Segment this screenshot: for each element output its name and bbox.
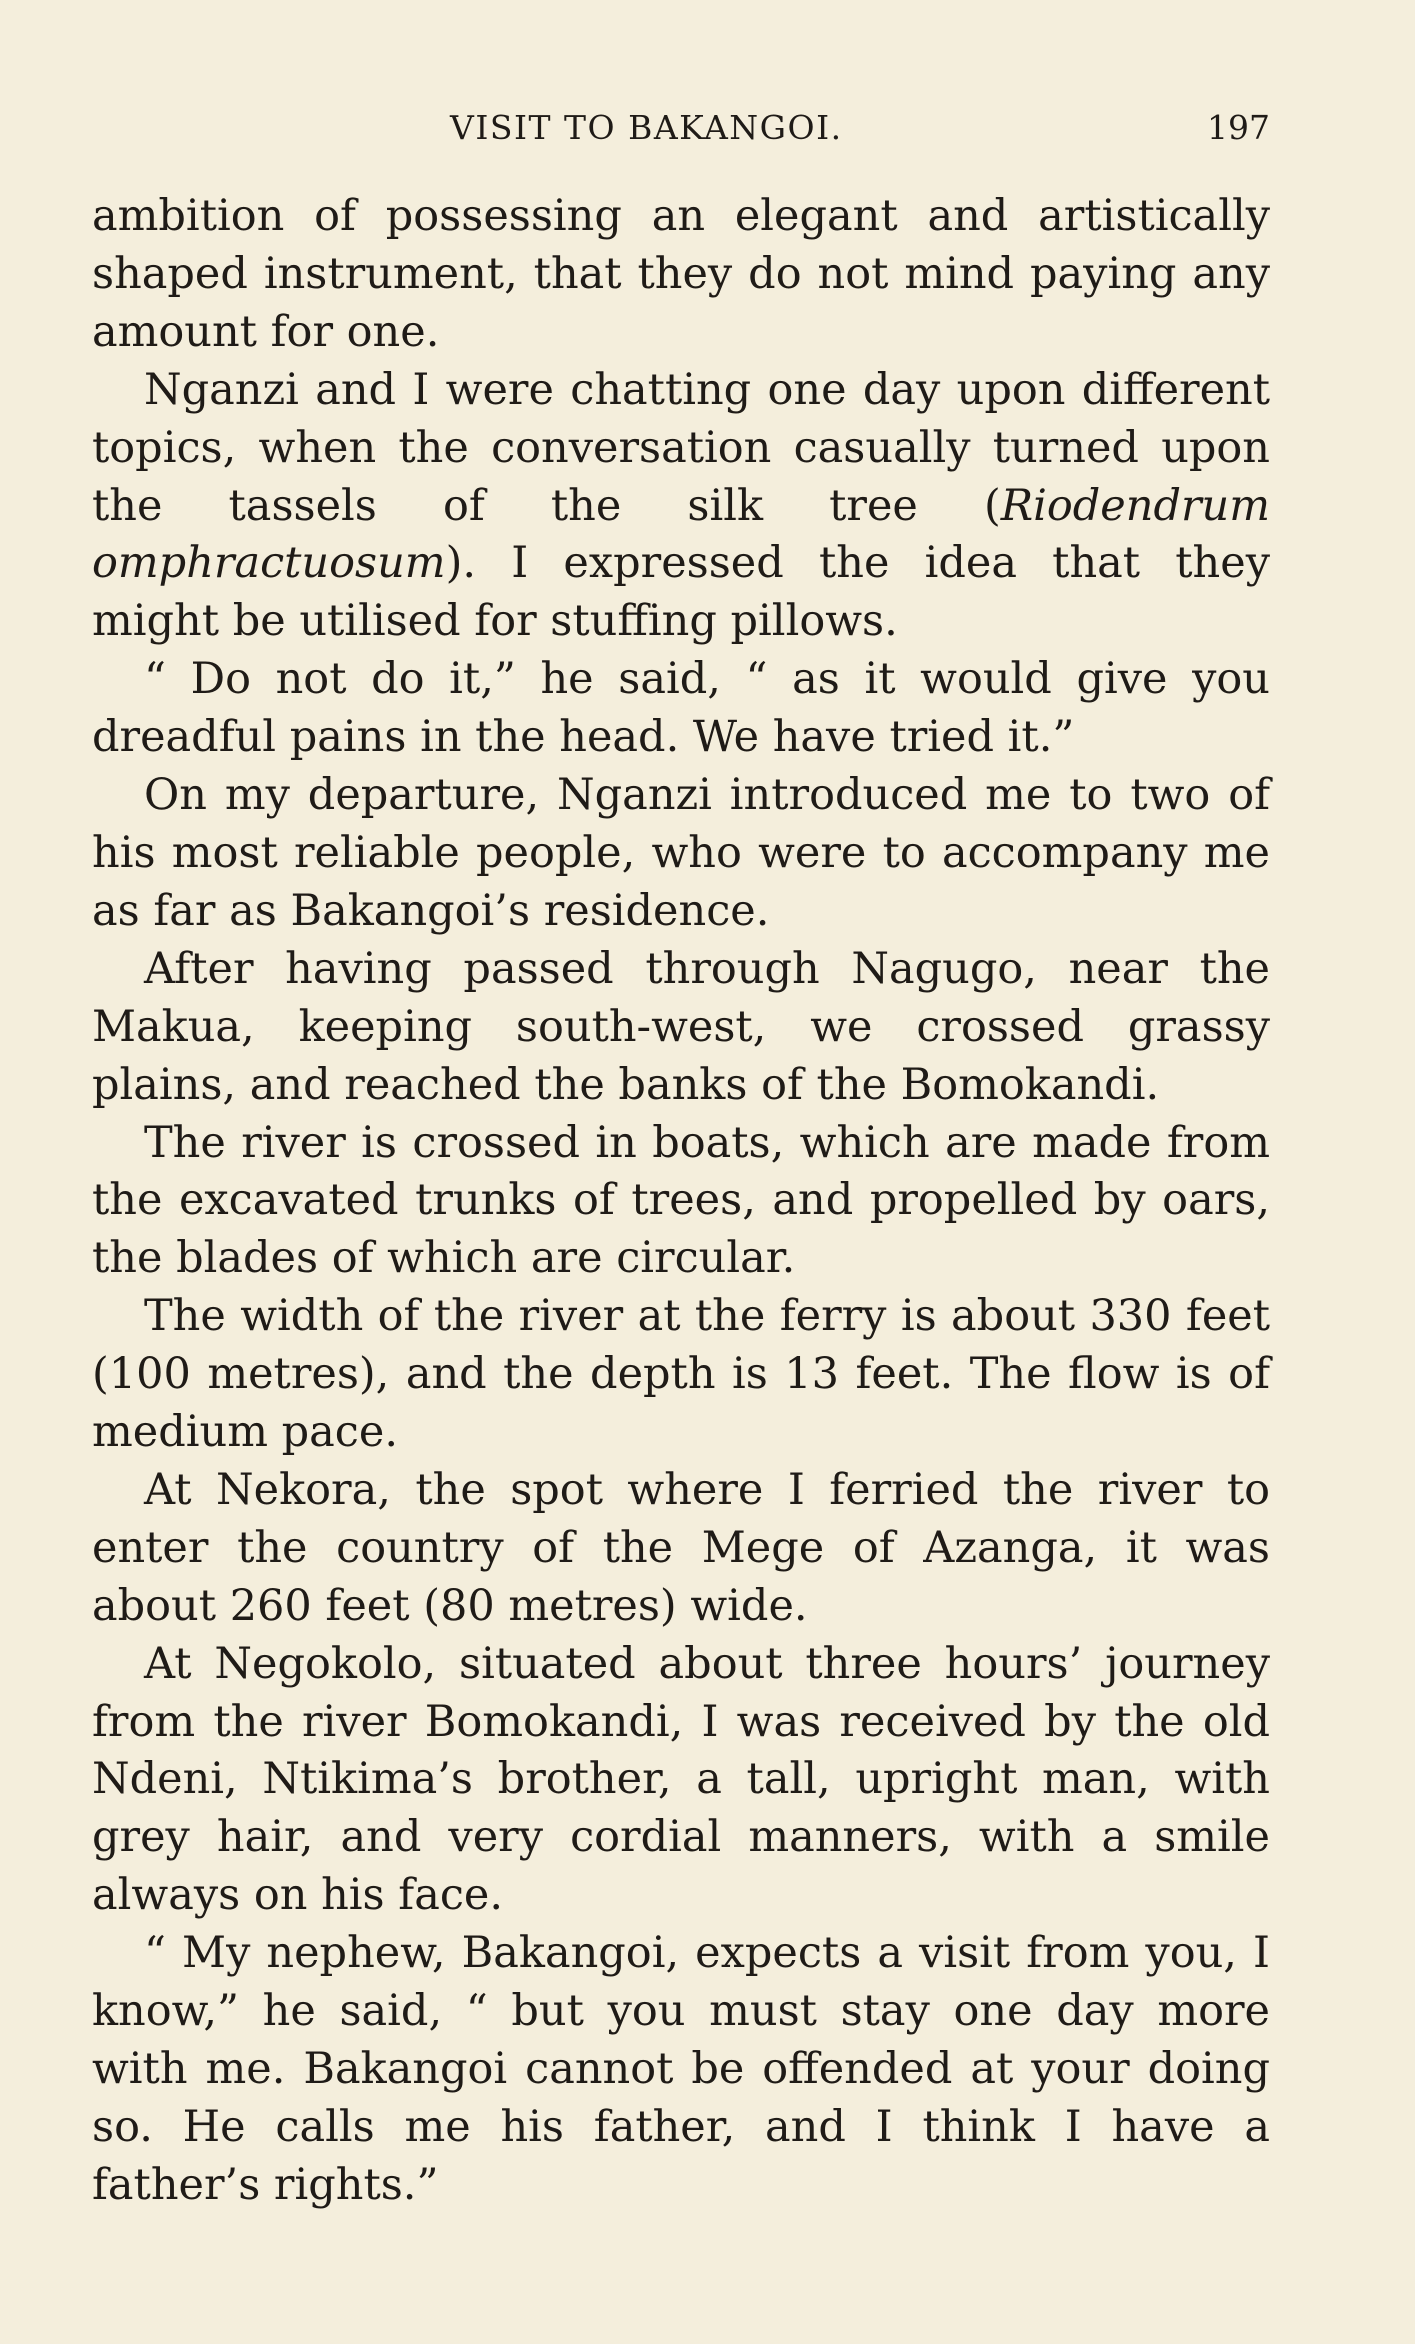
paragraph-nagugo: After having passed through Nagugo, near the Makua, keeping south-west, we crossed grassy plains, and reached the banks of the Bomokandi. — [92, 943, 1270, 1110]
paragraph-nekora: At Nekora, the spot where I ferried the river to enter the country of the Mege of Azanga, it was about 260 feet (80 metres) wide. — [92, 1464, 1270, 1631]
paragraph-dialogue-nganzi: “ Do not do it,” he said, “ as it would give you dreadful pains in the head. We have tried it.” — [92, 654, 1270, 763]
paragraph-silk-tree-after: ). I expressed the idea that they might be utilised for stuffing pillows. — [92, 538, 1270, 647]
page-number: 197 — [1207, 108, 1270, 147]
paragraph-silk-tree-before: Nganzi and I were chatting one day upon different topics, when the conversation casually turned upon the tassels of the silk tree ( — [92, 364, 1270, 531]
paragraph-silk-tree — [92, 362, 1270, 652]
paragraph-boats: The river is crossed in boats, which are made from the excavated trunks of trees, and propelled by oars, the blades of which are circular. — [92, 1117, 1270, 1284]
paragraph-dialogue-ndeni: “ My nephew, Bakangoi, expects a visit from you, I know,” he said, “ but you must stay one day more with me. Bakangoi cannot be offended at your doing so. He calls me his father, and I think I have a father’s rights.” — [92, 1928, 1270, 2210]
page-header — [90, 108, 1270, 158]
body-text — [92, 188, 1270, 2215]
running-head: VISIT TO BAKANGOI. — [450, 108, 843, 147]
paragraph-departure: On my departure, Nganzi introduced me to two of his most reliable people, who were to accompany me as far as Bakangoi’s residence. — [92, 770, 1270, 936]
species-name: Riodendrum omphractuosum — [92, 480, 1270, 589]
paragraph-negokolo: At Negokolo, situated about three hours’ journey from the river Bomokandi, I was received by the old Ndeni, Ntikima’s brother, a tall, upright man, with grey hair, and very cordial manners, with a smile always on his face. — [92, 1638, 1270, 1921]
paragraph-continuation: ambition of possessing an elegant and artistically shaped instrument, that they do not mind paying any amount for one. — [92, 191, 1270, 357]
paragraph-river-width: The width of the river at the ferry is about 330 feet (100 metres), and the depth is 13 feet. The flow is of medium pace. — [92, 1291, 1270, 1458]
